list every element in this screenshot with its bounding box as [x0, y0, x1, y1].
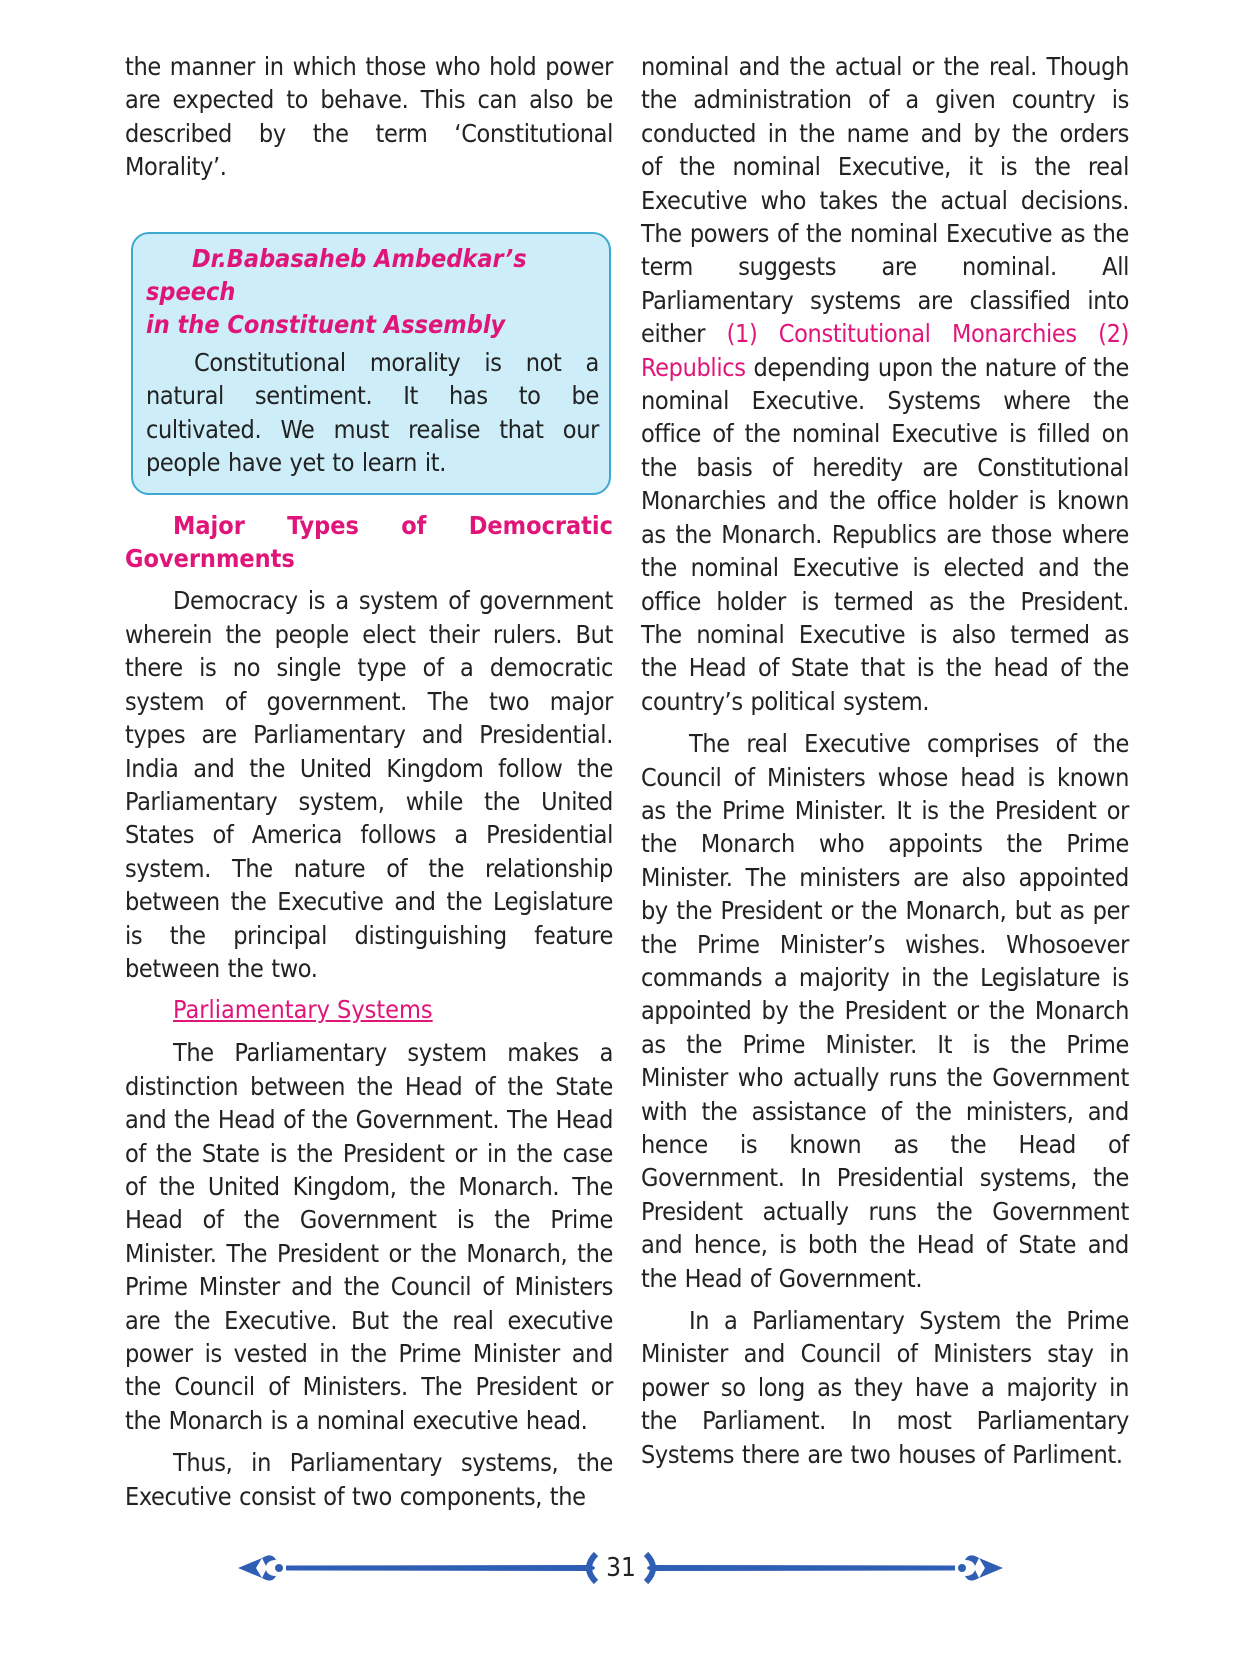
right-column — [641, 50, 1129, 1471]
right-rule — [647, 1565, 955, 1571]
right-flourish-icon — [958, 1555, 1003, 1580]
page-number: 31 — [606, 1553, 636, 1583]
heading-word: Types — [287, 511, 359, 541]
quote-title — [146, 242, 599, 342]
heading-word: Major — [173, 511, 245, 541]
intro-paragraph: the manner in which those who hold power are expected to behave. This can also be described by the term ‘Constitutional Morality’. — [125, 52, 613, 182]
quote-title-line1: Dr.Babasaheb Ambedkar’s speech — [146, 243, 527, 307]
heading-word: Democratic — [468, 511, 613, 541]
thus-paragraph: Thus, in Parliamentary systems, the Executive consist of two components, the — [125, 1448, 613, 1511]
section-heading-line2: Governments — [125, 544, 295, 574]
left-column — [125, 50, 613, 1513]
left-flourish-icon — [238, 1555, 283, 1580]
democracy-paragraph: Democracy is a system of government wherein the people elect their rulers. But there is no single type of a democratic system of government. The two major types are Parliamentary and Presidential. India and the United Kingdom follow the Parliamentary system, while the United States of America follows a Presidential system. The nature of the relationship between the Executive and the Legislature is the principal distinguishing feature between the two. — [125, 586, 613, 983]
real-executive-paragraph: The real Executive comprises of the Council of Ministers whose head is known as the Prime Minister. It is the President or the Monarch who appoints the Prime Minister. The ministers are also appointed by the President or the Monarch, but as per the Prime Minister’s wishes. Whosoever commands a majority in the Legislature is appointed by the President or the Monarch as the Prime Minister. It is the Prime Minister who actually runs the Government with the assistance of the ministers, and hence is known as the Head of Government. In Presidential systems, the President actually runs the Government and hence, is both the Head of State and the Head of Government. — [641, 729, 1129, 1293]
parliamentary-systems-subheading: Parliamentary Systems — [173, 995, 433, 1025]
quote-text: Constitutional morality is not a natural sentiment. It has to be cultivated. We must realise that our people have yet to learn it. — [146, 347, 599, 478]
quote-title-line2: in the Constituent Assembly — [146, 310, 506, 340]
page-footer — [0, 1548, 1241, 1592]
monarchies-republics-highlight: (1) Constitutional Monarchies (2) Republics — [641, 319, 1129, 382]
executive-paragraph — [641, 50, 1129, 718]
parliamentary-paragraph: The Parliamentary system makes a distinction between the Head of the State and the Head of the Government. The Head of the State is the President or in the case of the United Kingdom, the Monarch. The Head of the Government is the Prime Minister. The President or the Monarch, the Prime Minster and the Council of Ministers are the Executive. But the real executive power is vested in the Prime Minister and the Council of Ministers. The President or the Monarch is a nominal executive head. — [125, 1038, 613, 1435]
majority-paragraph: In a Parliamentary System the Prime Minister and Council of Ministers stay in power so long as they have a majority in the Parliament. In most Parliamentary Systems there are two houses of Parliment. — [641, 1306, 1129, 1469]
executive-text-b: depending upon the nature of the nominal Executive. Systems where the office of the nominal Executive is filled on the basis of heredity are Constitutional Monarchies and the office holder is known as the Monarch. Republics are those where the nominal Executive is elected and the office holder is termed as the President. The nominal Executive is also termed as the Head of State that is the head of the country’s political system. — [641, 352, 1129, 716]
executive-text-a: nominal and the actual or the real. Though the administration of a given country is conducted in the name and by the orders of the nominal Executive, it is the real Executive who takes the actual decisions. The powers of the nominal Executive as the term suggests are nominal. All Parliamentary systems are classified into either — [641, 52, 1129, 349]
section-heading — [125, 509, 613, 575]
section-heading-line1 — [125, 509, 613, 542]
heading-word: of — [401, 511, 427, 541]
ambedkar-quote-box — [131, 232, 611, 496]
left-rule — [286, 1565, 595, 1571]
